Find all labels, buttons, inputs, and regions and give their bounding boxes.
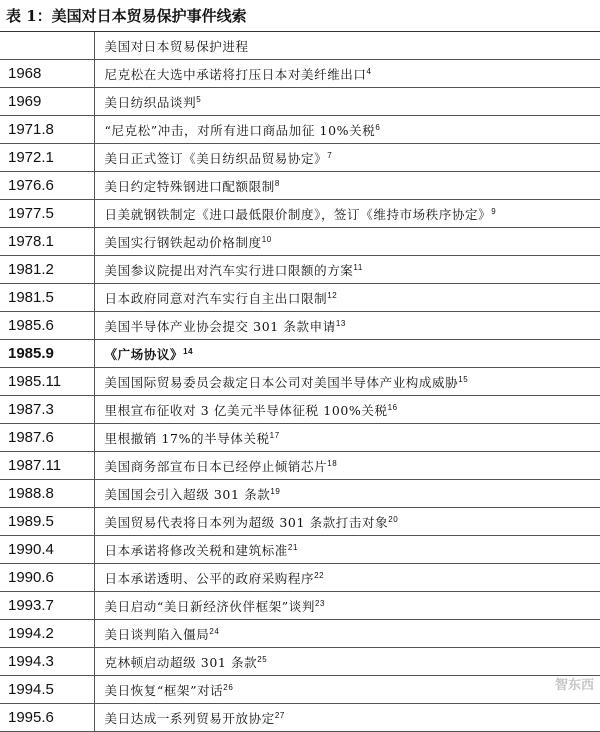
event-text: 美国国际贸易委员会裁定日本公司对美国半导体产业构成威胁 <box>104 374 459 390</box>
table-row <box>0 452 600 480</box>
event-text: 美国贸易代表将日本列为超级 301 条款打击对象 <box>104 514 389 530</box>
year-cell: 1987.3 <box>0 396 94 424</box>
year-cell: 1994.5 <box>0 676 94 704</box>
footnote-ref: 26 <box>223 682 234 692</box>
event-text: 美国半导体产业协会提交 301 条款申请 <box>104 318 336 334</box>
year-cell: 1972.1 <box>0 144 94 172</box>
event-cell <box>94 536 600 564</box>
year-cell: 1985.9 <box>0 340 94 368</box>
table-row <box>0 116 600 144</box>
table-row <box>0 536 600 564</box>
year-cell: 1994.3 <box>0 648 94 676</box>
header-year-cell <box>0 32 94 60</box>
footnote-ref: 23 <box>314 598 326 608</box>
event-text: “尼克松”冲击，对所有进口商品加征 10%关税 <box>104 122 376 138</box>
event-cell <box>94 116 600 144</box>
year-cell: 1978.1 <box>0 228 94 256</box>
event-text: 美日达成一系列贸易开放协定 <box>104 710 275 726</box>
table-row <box>0 648 600 676</box>
footnote-ref: 10 <box>261 234 272 244</box>
table-row <box>0 60 600 88</box>
table-row <box>0 340 600 368</box>
table-row <box>0 88 600 116</box>
year-cell: 1976.6 <box>0 172 94 200</box>
event-text: 美国实行钢铁起动价格制度 <box>104 234 262 250</box>
table-row <box>0 200 600 228</box>
footnote-ref: 14 <box>183 346 194 356</box>
table-row <box>0 284 600 312</box>
year-cell: 1985.6 <box>0 312 94 340</box>
event-cell <box>94 396 600 424</box>
event-text: 《广场协议》 <box>104 346 184 362</box>
event-text: 尼克松在大选中承诺将打压日本对美纤维出口 <box>104 66 367 82</box>
event-text: 美日纺织品谈判 <box>104 94 197 110</box>
table-row <box>0 396 600 424</box>
year-cell: 1990.4 <box>0 536 94 564</box>
table-row <box>0 704 600 732</box>
table-row <box>0 592 600 620</box>
event-cell <box>94 368 600 396</box>
event-cell <box>94 312 600 340</box>
table-row <box>0 256 600 284</box>
event-cell <box>94 648 600 676</box>
event-text: 里根撤销 17%的半导体关税 <box>104 430 270 446</box>
footnote-ref: 15 <box>458 374 469 384</box>
event-text: 美日启动“美日新经济伙伴框架”谈判 <box>104 598 315 614</box>
year-cell: 1981.2 <box>0 256 94 284</box>
table-row <box>0 312 600 340</box>
trade-protection-table <box>0 32 600 732</box>
table-row <box>0 368 600 396</box>
event-cell <box>94 88 600 116</box>
event-text: 日美就钢铁制定《进口最低限价制度》，签订《维持市场秩序协定》 <box>104 206 492 222</box>
event-text: 日本政府同意对汽车实行自主出口限制 <box>104 290 328 306</box>
year-cell: 1981.5 <box>0 284 94 312</box>
footnote-ref: 7 <box>327 150 333 160</box>
event-text: 美国国会引入超级 301 条款 <box>104 486 271 502</box>
footnote-ref: 4 <box>366 66 372 76</box>
footnote-ref: 25 <box>257 654 268 664</box>
year-cell: 1971.8 <box>0 116 94 144</box>
footnote-ref: 27 <box>274 710 285 720</box>
table-row <box>0 172 600 200</box>
event-text: 日本承诺透明、公平的政府采购程序 <box>104 570 315 586</box>
event-cell <box>94 144 600 172</box>
header-event-cell: 美国对日本贸易保护进程 <box>94 32 600 60</box>
footnote-ref: 17 <box>269 430 280 440</box>
event-cell <box>94 340 600 368</box>
year-cell: 1995.6 <box>0 704 94 732</box>
footnote-ref: 16 <box>387 402 398 412</box>
year-cell: 1994.2 <box>0 620 94 648</box>
event-cell <box>94 284 600 312</box>
event-text: 美国商务部宣布日本已经停止倾销芯片 <box>104 458 328 474</box>
table-row <box>0 564 600 592</box>
footnote-ref: 18 <box>327 458 338 468</box>
event-cell <box>94 592 600 620</box>
table-row <box>0 508 600 536</box>
footnote-ref: 20 <box>388 514 399 524</box>
watermark-logo: 智东西 <box>554 678 594 693</box>
footnote-ref: 5 <box>196 94 202 104</box>
year-cell: 1993.7 <box>0 592 94 620</box>
footnote-ref: 13 <box>335 318 346 328</box>
table-row <box>0 480 600 508</box>
event-text: 美国参议院提出对汽车实行进口限额的方案 <box>104 262 354 278</box>
event-cell <box>94 508 600 536</box>
event-cell <box>94 424 600 452</box>
footnote-ref: 9 <box>491 206 497 216</box>
table-row <box>0 620 600 648</box>
event-cell <box>94 452 600 480</box>
event-cell <box>94 256 600 284</box>
footnote-ref: 6 <box>375 122 381 132</box>
event-text: 美日约定特殊钢进口配额限制 <box>104 178 275 194</box>
event-cell <box>94 60 600 88</box>
event-text: 日本承诺将修改关税和建筑标准 <box>104 542 288 558</box>
event-cell <box>94 200 600 228</box>
event-text: 美日谈判陷入僵局 <box>104 626 210 642</box>
year-cell: 1985.11 <box>0 368 94 396</box>
event-cell <box>94 480 600 508</box>
footnote-ref: 11 <box>353 262 363 272</box>
event-cell <box>94 704 600 732</box>
table-row <box>0 676 600 704</box>
year-cell: 1977.5 <box>0 200 94 228</box>
event-text: 里根宣布征收对 3 亿美元半导体征税 100%关税 <box>104 402 388 418</box>
table-header-row <box>0 32 600 60</box>
event-cell <box>94 228 600 256</box>
event-text: 美日恢复“框架”对话 <box>104 682 224 698</box>
year-cell: 1989.5 <box>0 508 94 536</box>
footnote-ref: 8 <box>274 178 280 188</box>
table-row <box>0 228 600 256</box>
event-cell <box>94 620 600 648</box>
year-cell: 1968 <box>0 60 94 88</box>
footnote-ref: 24 <box>209 626 220 636</box>
footnote-ref: 22 <box>314 570 325 580</box>
year-cell: 1990.6 <box>0 564 94 592</box>
year-cell: 1969 <box>0 88 94 116</box>
year-cell: 1988.8 <box>0 480 94 508</box>
year-cell: 1987.6 <box>0 424 94 452</box>
event-cell <box>94 172 600 200</box>
footnote-ref: 12 <box>327 290 338 300</box>
table-row <box>0 144 600 172</box>
footnote-ref: 19 <box>270 486 281 496</box>
event-text: 美日正式签订《美日纺织品贸易协定》 <box>104 150 328 166</box>
table-caption: 表 1：美国对日本贸易保护事件线索 <box>6 7 247 25</box>
table-row <box>0 424 600 452</box>
event-cell <box>94 564 600 592</box>
event-cell <box>94 676 600 704</box>
footnote-ref: 21 <box>287 542 299 552</box>
event-text: 克林顿启动超级 301 条款 <box>104 654 258 670</box>
year-cell: 1987.11 <box>0 452 94 480</box>
